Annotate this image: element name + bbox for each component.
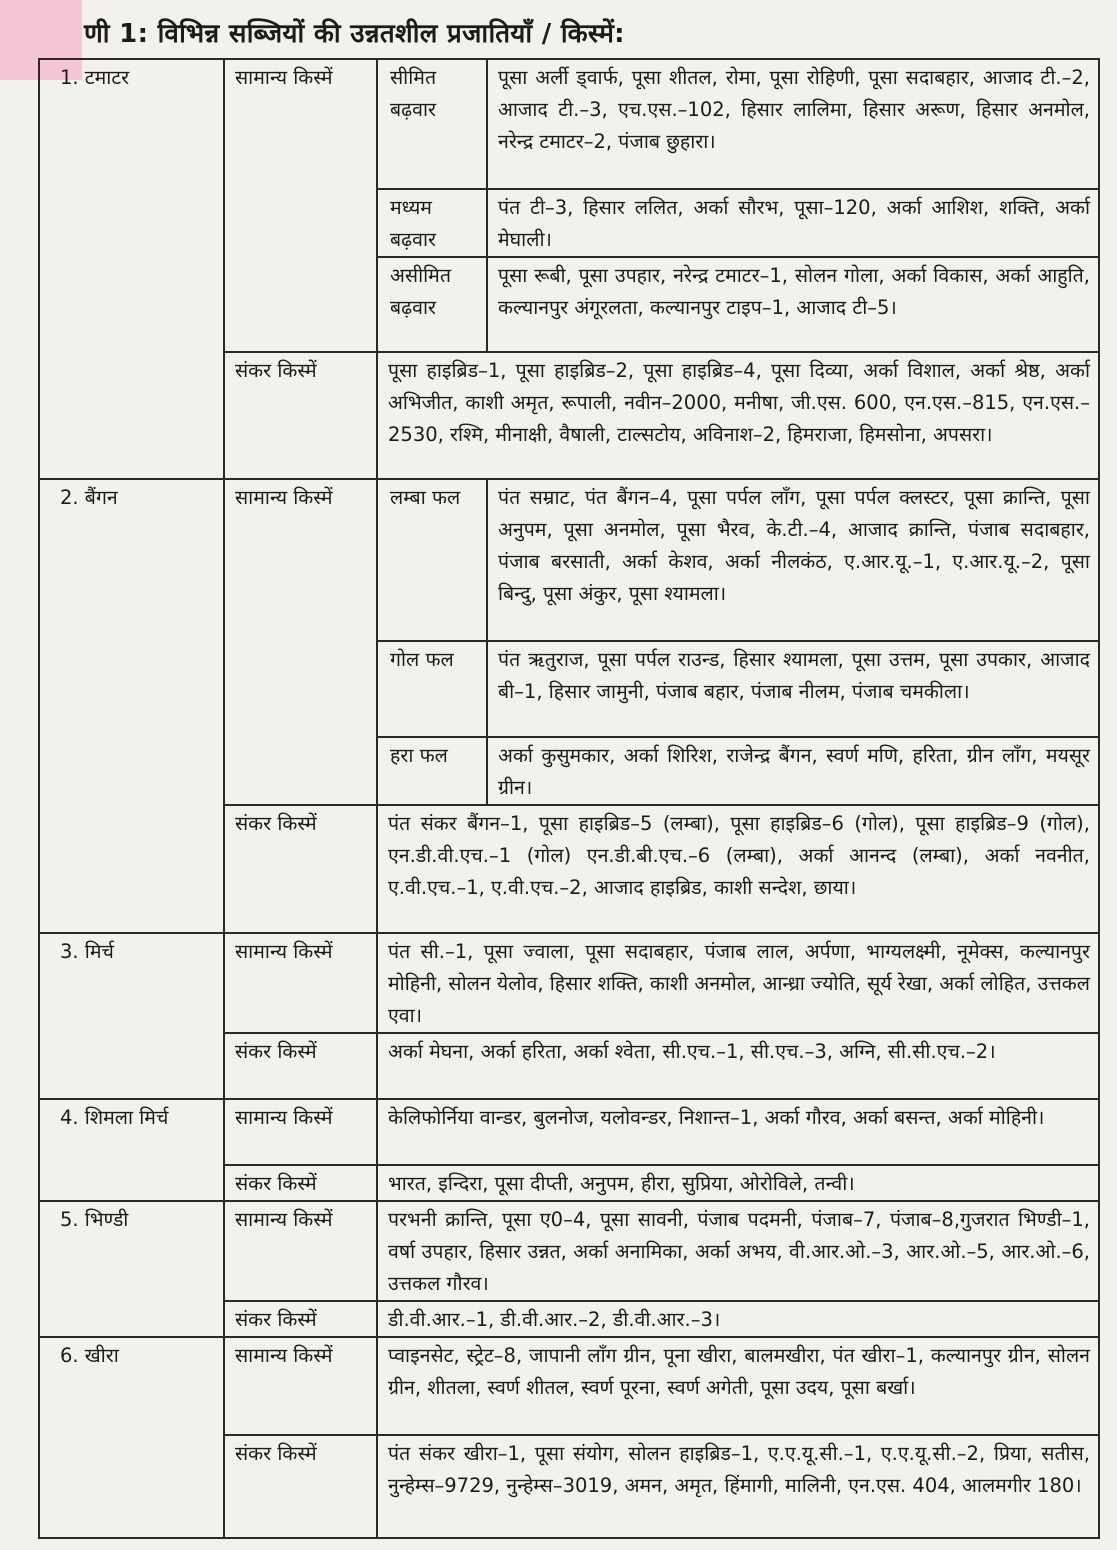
page-title: णी 1: विभिन्न सब्जियों की उन्नतशील प्रजातियाँ / किस्में: [84,19,625,49]
crop-name: 4. शिमला मिर्च [39,1099,224,1201]
variety-type: सामान्य किस्में [224,1201,377,1301]
sub-category: गोल फल [377,641,487,737]
variety-type: संकर किस्में [224,1301,377,1337]
variety-list: केलिफोर्निया वान्डर, बुलनोज, यलोवन्डर, निशान्त–1, अर्का गौरव, अर्का बसन्त, अर्का मोहिनी। [377,1099,1099,1165]
variety-list: पंत ऋतुराज, पूसा पर्पल राउन्ड, हिसार श्यामला, पूसा उत्तम, पूसा उपकार, आजाद बी–1, हिसार जामुनी, पंजाब बहार, पंजाब नीलम, पंजाब चमकीला। [487,641,1099,737]
variety-list: पंत सी.–1, पूसा ज्वाला, पूसा सदाबहार, पंजाब लाल, अर्पणा, भाग्यलक्ष्मी, नूमेक्स, कल्यानपुर मोहिनी, सोलन येलोव, हिसार शक्ति, काशी अनमोल, आन्ध्रा ज्योति, सूर्य रेखा, अर्का लोहित, उत्तकल एवा। [377,933,1099,1033]
variety-list: अर्का कुसुमकार, अर्का शिरिश, राजेन्द्र बैंगन, स्वर्ण मणि, हरिता, ग्रीन लाँग, मयसूर ग्रीन। [487,737,1099,805]
sub-category: मध्यम बढ़वार [377,189,487,257]
variety-list: पंत संकर बैंगन–1, पूसा हाइब्रिड–5 (लम्बा), पूसा हाइब्रिड–6 (गोल), पूसा हाइब्रिड–9 (गोल), एन.डी.वी.एच.–1 (गोल) एन.डी.बी.एच.–6 (लम्बा), अर्का आनन्द (लम्बा), अर्का नवनीत, ए.वी.एच.–1, ए.वी.एच.–2, आजाद हाइब्रिड, काशी सन्देश, छाया। [377,805,1099,933]
variety-list: भारत, इन्दिरा, पूसा दीप्ती, अनुपम, हीरा, सुप्रिया, ओरोविले, तन्वी। [377,1165,1099,1201]
crop-name: 2. बैंगन [39,479,224,933]
crop-name: 1. टमाटर [39,59,224,479]
variety-type: सामान्य किस्में [224,59,377,352]
crop-name: 6. खीरा [39,1337,224,1538]
sub-category: सीमित बढ़वार [377,59,487,189]
variety-type: सामान्य किस्में [224,933,377,1033]
crop-name: 5. भिण्डी [39,1201,224,1337]
variety-list: डी.वी.आर.–1, डी.वी.आर.–2, डी.वी.आर.–3। [377,1301,1099,1337]
crop-name: 3. मिर्च [39,933,224,1099]
table-row [39,933,1099,1033]
table-row [39,1201,1099,1301]
variety-list: पंत टी–3, हिसार ललित, अर्का सौरभ, पूसा–120, अर्का आशिश, शक्ति, अर्का मेघाली। [487,189,1099,257]
sub-category: हरा फल [377,737,487,805]
sub-category: लम्बा फल [377,479,487,641]
variety-type: संकर किस्में [224,805,377,933]
variety-list: प्वाइनसेट, स्ट्रेट–8, जापानी लाँग ग्रीन, पूना खीरा, बालमखीरा, पंत खीरा–1, कल्यानपुर ग्रीन, सोलन ग्रीन, शीतला, स्वर्ण शीतल, स्वर्ण पूरना, स्वर्ण अगेती, पूसा उदय, पूसा बर्खा। [377,1337,1099,1435]
variety-list: पूसा हाइब्रिड–1, पूसा हाइब्रिड–2, पूसा हाइब्रिड–4, पूसा दिव्या, अर्का विशाल, अर्का श्रेष्ठ, अर्का अभिजीत, काशी अमृत, रूपाली, नवीन–2000, मनीषा, जी.एस. 600, एन.एस.–815, एन.एस.–2530, रश्मि, मीनाक्षी, वैषाली, टाल्सटोय, अविनाश–2, हिमराजा, हिमसोना, अपसरा। [377,352,1099,479]
variety-type: संकर किस्में [224,352,377,479]
vegetable-varieties-table [38,58,1100,1539]
variety-list: पंत संकर खीरा–1, पूसा संयोग, सोलन हाइब्रिड–1, ए.ए.यू.सी.–1, ए.ए.यू.सी.–2, प्रिया, सतीस, नुन्हेम्स–9729, नुन्हेम्स–3019, अमन, अमृत, हिंमागी, मालिनी, एन.एस. 404, आलमगीर 180। [377,1435,1099,1538]
table-row [39,1099,1099,1165]
variety-list: अर्का मेघना, अर्का हरिता, अर्का श्वेता, सी.एच.–1, सी.एच.–3, अग्नि, सी.सी.एच.–2। [377,1033,1099,1099]
sub-category: असीमित बढ़वार [377,257,487,352]
variety-type: संकर किस्में [224,1435,377,1538]
variety-type: सामान्य किस्में [224,1337,377,1435]
variety-type: सामान्य किस्में [224,1099,377,1165]
variety-list: परभनी क्रान्ति, पूसा ए0–4, पूसा सावनी, पंजाब पदमनी, पंजाब–7, पंजाब–8,गुजरात भिण्डी–1, वर्षा उपहार, हिसार उन्नत, अर्का अनामिका, अर्का अभय, वी.आर.ओ.–3, आर.ओ.–5, आर.ओ.–6, उत्तकल गौरव। [377,1201,1099,1301]
variety-type: सामान्य किस्में [224,479,377,805]
variety-type: संकर किस्में [224,1165,377,1201]
variety-list: पूसा रूबी, पूसा उपहार, नरेन्द्र टमाटर–1, सोलन गोला, अर्का विकास, अर्का आहुति, कल्यानपुर अंगूरलता, कल्यानपुर टाइप–1, आजाद टी–5। [487,257,1099,352]
variety-type: संकर किस्में [224,1033,377,1099]
table-row [39,59,1099,189]
table-row [39,479,1099,641]
variety-list: पूसा अर्ली ड्वार्फ, पूसा शीतल, रोमा, पूसा रोहिणी, पूसा सदाबहार, आजाद टी.–2, आजाद टी.–3, एच.एस.–102, हिसार लालिमा, हिसार अरूण, हिसार अनमोल, नरेन्द्र टमाटर–2, पंजाब छुहारा। [487,59,1099,189]
variety-list: पंत सम्राट, पंत बैंगन–4, पूसा पर्पल लाँग, पूसा पर्पल क्लस्टर, पूसा क्रान्ति, पूसा अनुपम, पूसा अनमोल, पूसा भैरव, के.टी.–4, आजाद क्रान्ति, पंजाब सदाबहार, पंजाब बरसाती, अर्का केशव, अर्का नीलकंठ, ए.आर.यू.–1, ए.आर.यू.–2, पूसा बिन्दु, पूसा अंकुर, पूसा श्यामला। [487,479,1099,641]
table-row [39,1337,1099,1435]
